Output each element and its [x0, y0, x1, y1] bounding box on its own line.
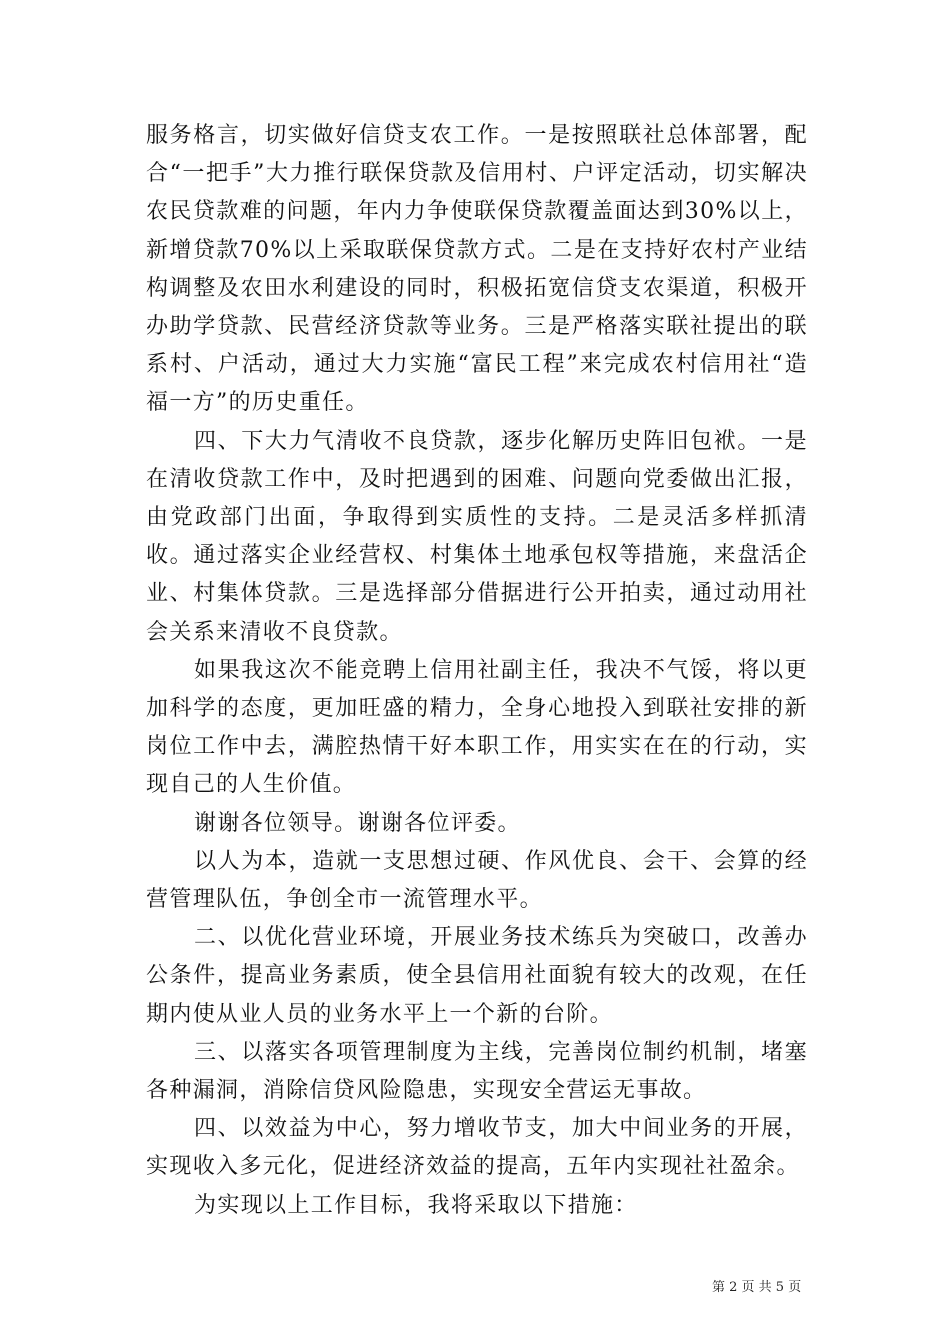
paragraph-continuation: 服务格言，切实做好信贷支农工作。一是按照联社总体部署，配合“一把手”大力推行联保贷款及信用村、户评定活动，切实解决农民贷款难的问题，年内力争使联保贷款覆盖面达到30%以上，新增贷款70%以上采取联保贷款方式。二是在支持好农村产业结构调整及农田水利建设的同时，积极拓宽信贷支农渠道，积极开办助学贷款、民营经济贷款等业务。三是严格落实联社提出的联系村、户活动，通过大力实施“富民工程”来完成农村信用社“造福一方”的历史重任。 — [146, 123, 808, 416]
document-body — [146, 117, 808, 1225]
paragraph-measures-intro: 为实现以上工作目标，我将采取以下措施： — [194, 1192, 638, 1218]
paragraph-goal-four: 四、以效益为中心，努力增收节支，加大中间业务的开展，实现收入多元化，促进经济效益的提高，五年内实现社社盈余。 — [146, 1116, 808, 1180]
paragraph-goal-two: 二、以优化营业环境，开展业务技术练兵为突破口，改善办公条件，提高业务素质，使全县信用社面貌有较大的改观，在任期内使从业人员的业务水平上一个新的台阶。 — [146, 925, 808, 1027]
paragraph-goal-three: 三、以落实各项管理制度为主线，完善岗位制约机制，堵塞各种漏洞，消除信贷风险隐患，实现安全营运无事故。 — [146, 1039, 808, 1104]
page-number: 第 2 页 共 5 页 — [712, 1280, 802, 1295]
paragraph-people-oriented: 以人为本，造就一支思想过硬、作风优良、会干、会算的经营管理队伍，争创全市一流管理水平。 — [146, 848, 808, 913]
paragraph-if-not-selected: 如果我这次不能竞聘上信用社副主任，我决不气馁，将以更加科学的态度，更加旺盛的精力，全身心地投入到联社安排的新岗位工作中去，满腔热情干好本职工作，用实实在在的行动，实现自己的人生价值。 — [146, 657, 808, 798]
paragraph-clear-bad-loans: 四、下大力气清收不良贷款，逐步化解历史阵旧包袱。一是在清收贷款工作中，及时把遇到的困难、问题向党委做出汇报，由党政部门出面，争取得到实质性的支持。二是灵活多样抓清收。通过落实企业经营权、村集体土地承包权等措施，来盘活企业、村集体贷款。三是选择部分借据进行公开拍卖，通过动用社会关系来清收不良贷款。 — [146, 428, 808, 645]
paragraph-thanks: 谢谢各位领导。谢谢各位评委。 — [194, 810, 521, 836]
